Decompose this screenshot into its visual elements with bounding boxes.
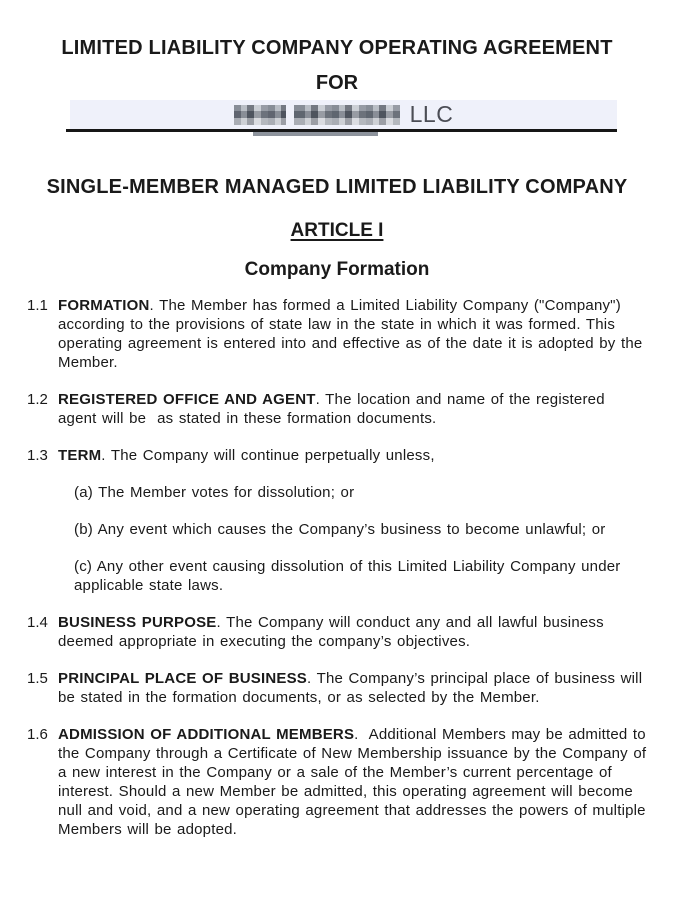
section-number: 1.1: [27, 297, 48, 314]
section-text: . The location and name of the registered agent will be as stated in these formation documents.: [58, 391, 611, 427]
section-heading: TERM: [58, 447, 102, 464]
section-body: [58, 390, 647, 428]
redaction-pixel-block: [234, 105, 286, 125]
section-heading: BUSINESS PURPOSE: [58, 614, 217, 631]
section-text: . Additional Members may be admitted to the Company through a Certificate of New Membership issuance by the Company of a new interest in the Company or a sale of the Member’s current percentage of interest. Should a new Member be admitted, this operating agreement will become null and void, and a new operating agreement that addresses the powers of multiple Members will be adopted.: [58, 726, 652, 838]
section-1.1: [27, 296, 647, 372]
section-body: [58, 669, 647, 707]
underline-rule: [66, 129, 617, 132]
article-heading: ARTICLE I: [290, 220, 384, 241]
for-label: FOR: [315, 72, 359, 94]
company-name-field[interactable]: [70, 100, 617, 132]
section-paragraph: [58, 613, 647, 651]
section-heading: REGISTERED OFFICE AND AGENT: [58, 391, 316, 408]
blank-line: [70, 129, 617, 132]
section-paragraph: [58, 296, 647, 372]
redacted-company-name: [234, 105, 400, 125]
section-body: [58, 446, 647, 595]
section-heading: PRINCIPAL PLACE OF BUSINESS: [58, 670, 308, 687]
section-paragraph: [58, 725, 652, 839]
document-subtitle: SINGLE-MEMBER MANAGED LIMITED LIABILITY COMPANY: [46, 176, 628, 198]
section-number: 1.5: [27, 670, 48, 687]
section-body: [58, 296, 647, 372]
section-1.6: [27, 725, 652, 839]
section-text: . The Company will continue perpetually unless,: [101, 447, 435, 464]
section-1.5: [27, 669, 647, 707]
section-body: [58, 613, 647, 651]
clause-item: (b) Any event which causes the Company’s business to become unlawful; or: [74, 521, 606, 538]
clause-item: (a) The Member votes for dissolution; or: [74, 484, 355, 501]
section-heading: ADMISSION OF ADDITIONAL MEMBERS: [58, 726, 355, 743]
section-1.2: [27, 390, 647, 428]
section-number: 1.4: [27, 614, 48, 631]
section-text: . The Company will conduct any and all lawful business deemed appropriate in executing the company’s objectives.: [58, 614, 610, 650]
document-title: LIMITED LIABILITY COMPANY OPERATING AGREEMENT: [61, 37, 613, 59]
section-heading: FORMATION: [58, 297, 150, 314]
section-paragraph: [58, 669, 647, 707]
section-paragraph: [58, 390, 647, 428]
section-body: [58, 725, 652, 839]
section-number: 1.6: [27, 726, 48, 743]
company-name-highlight[interactable]: [70, 100, 617, 129]
redaction-pixel-block: [294, 105, 400, 125]
section-1.3: [27, 446, 647, 595]
section-paragraph: [58, 446, 647, 465]
article-subheading: Company Formation: [244, 259, 430, 280]
section-1.4: [27, 613, 647, 651]
section-number: 1.3: [27, 447, 48, 464]
section-text: . The Member has formed a Limited Liability Company ("Company") according to the provisions of state law in the state in which it was formed. This operating agreement is entered into and effective as of the date it is adopted by the Member.: [58, 297, 648, 371]
company-suffix: LLC: [409, 101, 454, 127]
section-number: 1.2: [27, 391, 48, 408]
section-text: . The Company’s principal place of business will be stated in the formation documents, or as selected by the Member.: [58, 670, 648, 706]
sections-list: [27, 296, 652, 839]
clause-item: (c) Any other event causing dissolution of this Limited Liability Company under applicable state laws.: [74, 558, 637, 594]
